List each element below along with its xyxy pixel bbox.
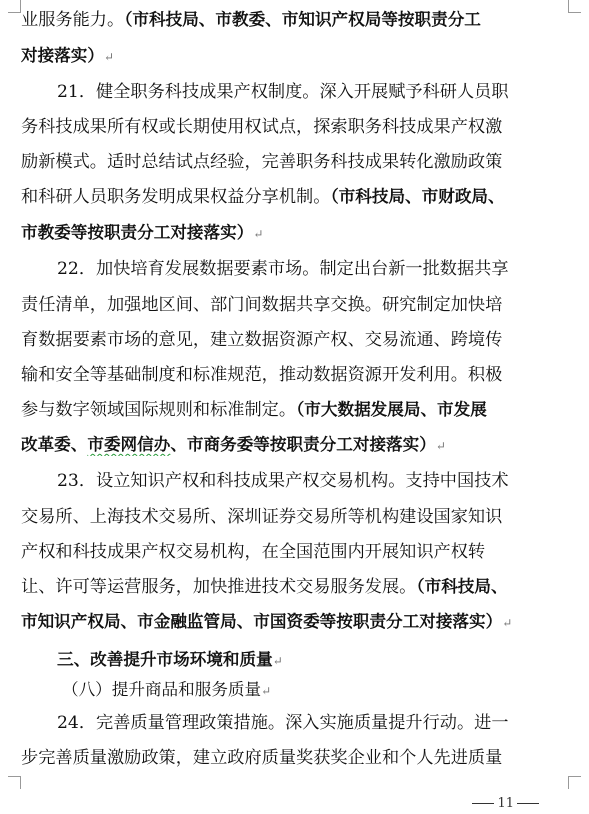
document-line	[21, 612, 569, 633]
paragraph-return-icon: ↵	[261, 684, 272, 698]
line-text: 参与数字领域国际规则和标准制定。	[21, 400, 297, 420]
paragraph-return-icon: ↵	[253, 227, 264, 241]
document-line	[57, 82, 589, 102]
document-line	[21, 10, 569, 30]
document-line	[21, 577, 569, 597]
line-text: 业服务能力。	[21, 10, 125, 30]
line-text: 22．加快培育发展数据要素市场。制定出台新一批数据共享	[57, 259, 509, 279]
document-line	[21, 330, 569, 350]
corner-mark-bottom-left	[8, 776, 21, 789]
line-text: 责任清单，加强地区间、部门间数据共享交换。研究制定加快培	[21, 295, 503, 315]
document-line	[21, 435, 569, 456]
line-text: 输和安全等基础制度和标准规范，推动数据资源开发利用。积极	[21, 365, 503, 385]
page-number-dash-left	[472, 803, 494, 804]
line-text: 和科研人员职务发明成果权益分享机制。	[21, 187, 331, 207]
document-line	[21, 542, 569, 562]
line-text: 励新模式。适时总结试点经验，完善职务科技成果转化激励政策	[21, 152, 503, 172]
section-heading: 三、改善提升市场环境和质量	[57, 650, 273, 669]
page-number-value: 11	[497, 796, 514, 811]
line-text: 24．完善质量管理政策措施。深入实施质量提升行动。进一	[57, 713, 509, 733]
document-line	[57, 471, 589, 491]
corner-mark-bottom-right	[568, 776, 581, 789]
paragraph-return-icon: ↵	[272, 654, 283, 668]
line-text: 让、许可等运营服务，加快推进技术交易服务发展。	[21, 577, 417, 597]
line-text: 21．健全职务科技成果产权制度。深入开展赋予科研人员职	[57, 82, 509, 102]
document-line	[21, 46, 569, 67]
document-line	[21, 400, 569, 420]
paragraph-return-icon: ↵	[103, 50, 115, 64]
spellcheck-underline: 市委网信办	[87, 435, 171, 454]
page-number	[472, 796, 539, 811]
document-line	[21, 365, 569, 385]
responsible-agencies: 改革委、市委网信办、市商务委等按职责分工对接落实）	[21, 435, 436, 454]
corner-mark-top-right	[568, 0, 581, 13]
responsible-agencies: （市科技局、市财政局、	[330, 187, 505, 206]
line-text: 交易所、上海技术交易所、深圳证券交易所等机构建设国家知识	[21, 507, 503, 527]
document-line	[57, 259, 589, 279]
document-line	[21, 187, 569, 207]
document-line	[62, 680, 589, 701]
paragraph-return-icon: ↵	[435, 439, 446, 453]
responsible-agencies: 市教委等按职责分工对接落实）	[21, 223, 254, 242]
document-line	[21, 295, 569, 315]
subsection-heading: （八）提升商品和服务质量	[62, 680, 262, 699]
responsible-agencies: 市知识产权局、市金融监管局、市国资委等按职责分工对接落实）	[21, 612, 503, 631]
corner-mark-top-left	[8, 0, 21, 13]
document-line	[21, 748, 569, 768]
document-line	[57, 650, 589, 671]
page-number-dash-right	[517, 803, 539, 804]
line-text: 步完善质量激励政策，建立政府质量奖获奖企业和个人先进质量	[21, 748, 503, 768]
document-line	[57, 713, 589, 733]
document-line	[21, 223, 569, 244]
line-text: 育数据要素市场的意见，建立数据资源产权、交易流通、跨境传	[21, 330, 503, 350]
line-text: 23．设立知识产权和科技成果产权交易机构。支持中国技术	[57, 471, 509, 491]
paragraph-return-icon: ↵	[502, 616, 513, 630]
document-line	[21, 152, 569, 172]
responsible-agencies: 对接落实）	[21, 46, 104, 65]
document-line	[21, 117, 569, 137]
responsible-agencies: （市科技局、	[416, 577, 508, 596]
responsible-agencies: （市大数据发展局、市发展	[296, 400, 487, 419]
line-text: 产权和科技成果产权交易机构，在全国范围内开展知识产权转	[21, 542, 486, 562]
line-text: 务科技成果所有权或长期使用权试点，探索职务科技成果产权激	[21, 117, 503, 137]
responsible-agencies: （市科技局、市教委、市知识产权局等按职责分工	[124, 10, 481, 29]
document-line	[21, 507, 569, 527]
